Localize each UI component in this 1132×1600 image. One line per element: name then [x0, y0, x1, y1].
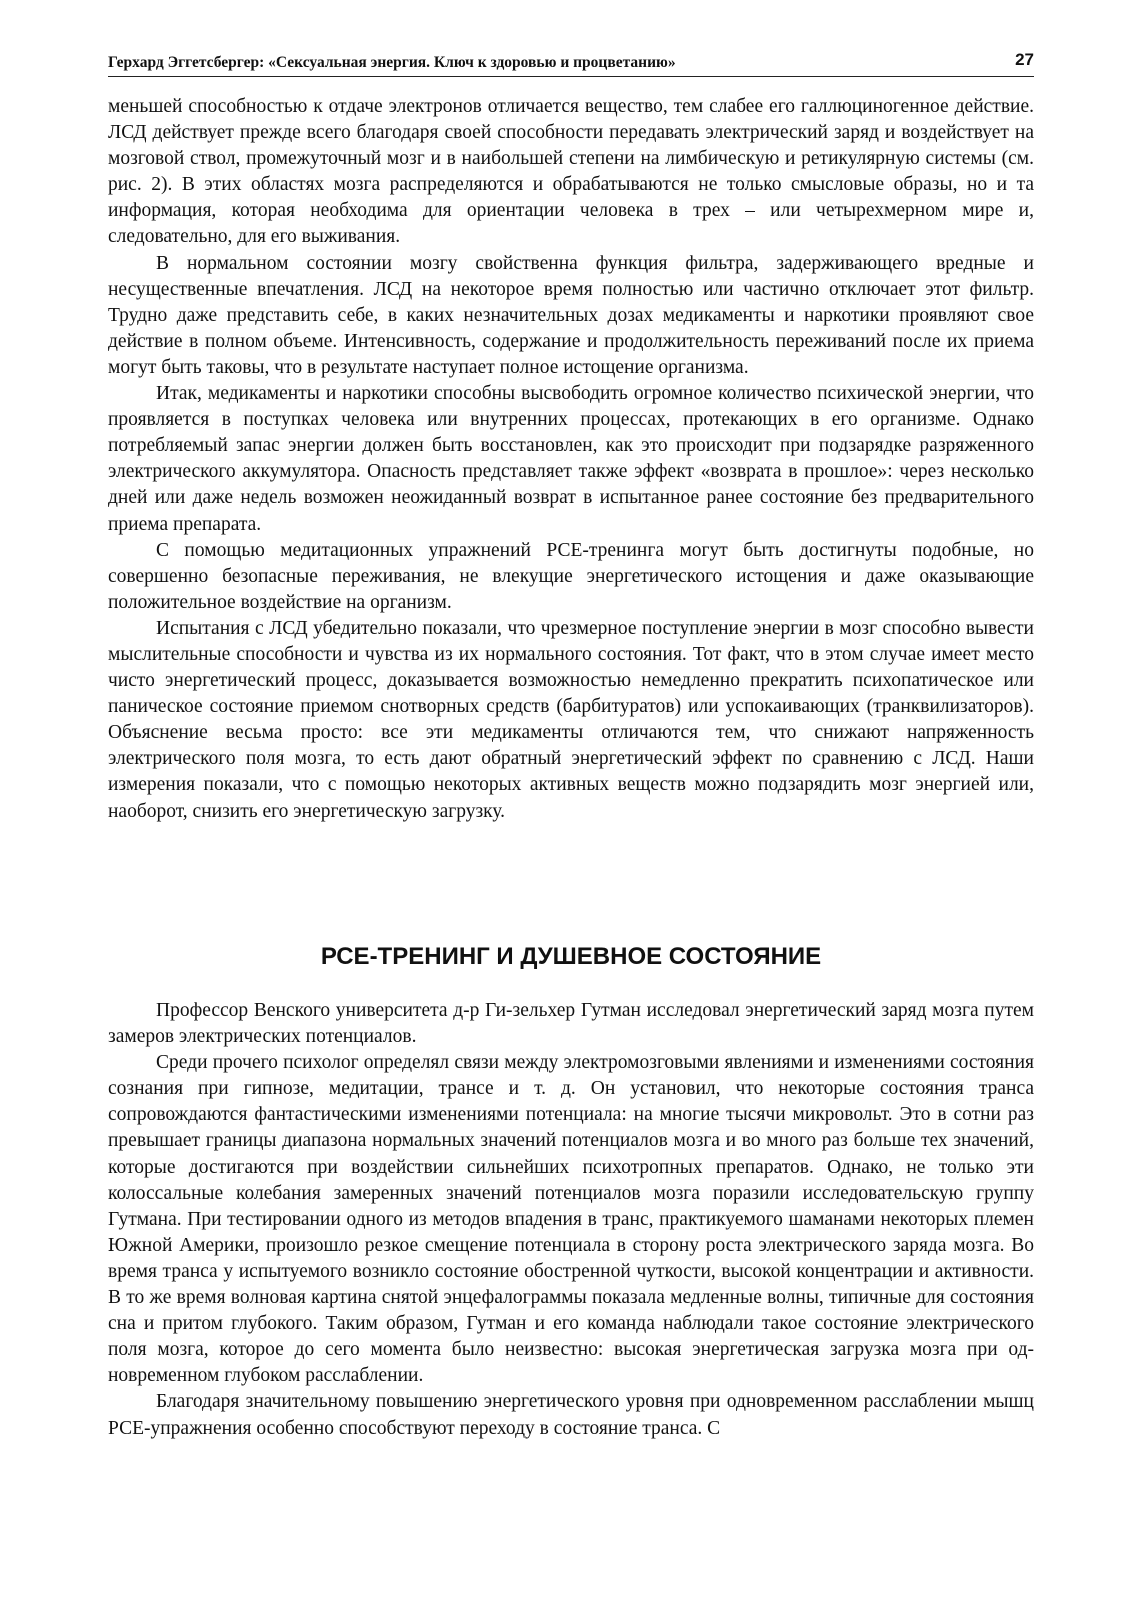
paragraph: Итак, медикаменты и наркотики способны высвободить огромное количество психической энергии, что проявляется в поступках человека или внутренних процессах, протекающих в его организме. Однако потребляемый запас энергии должен быть восстановлен, как это происходит при подзарядке разряженного электрического аккумулятора. Опасность представляет также эффект «возврата в прошлое»: через несколько дней или даже недель возможен неожиданный возврат в испытанное ранее состояние без предварительного приема препарата. — [108, 383, 1034, 535]
header-title: Герхард Эггетсбергер: «Сексуальная энергия. Ключ к здоровью и процветанию» — [108, 54, 676, 71]
paragraph: Среди прочего психолог определял связи между электромозговыми явлениями и изменениями состояния сознания при гипнозе, медитации, трансе и т. д. Он установил, что некоторые состояния транса сопровождаются фантастическими изменениями потенциала: на многие тысячи микровольт. Это в сотни раз превышает границы диапазона нормальных значений потенциалов мозга и во много раз больше тех значений, которые достигаются при воздействии сильнейших психотропных препаратов. Однако, не только эти колоссальные колебания замеренных значений потенциалов мозга поразили исследовательскую группу Гутмана. При тестировании одного из методов впадения в транс, практикуемого шаманами некоторых племен Южной Америки, произошло резкое смещение потенциала в сторону роста электрического заряда мозга. Во время транса у испытуемого возникло состояние обостренной чуткости, высокой концентрации и активности. В то же время волновая картина снятой энцефалограммы показала медленные волны, типичные для состояния сна и притом глубокого. Таким образом, Гутман и его команда наблюдали такое состояние электрического поля мозга, которое до сего момента было неизвестно: высокая энергетическая загрузка мозга при одновременном глубоком расслаблении. — [108, 1052, 1034, 1387]
section-heading: РСЕ-ТРЕНИНГ И ДУШЕВНОЕ СОСТОЯНИЕ — [320, 943, 822, 970]
page-number: 27 — [1015, 50, 1034, 69]
body-text — [108, 94, 1034, 825]
paragraph: Испытания с ЛСД убедительно показали, что чрезмерное поступление энергии в мозг способно вывести мыслительные способности и чувства из их нормального состояния. Тот факт, что в этом случае имеет место чисто энергетический процесс, доказывается возможностью немедленно прекратить психопатическое или паническое состояние приемом снотворных средств (барбитуратов) или успокаивающих (транквилизаторов). Объяснение весьма просто: все эти медикаменты отличаются тем, что снижают напряженность электрического поля мозга, то есть дают обратный энергетический эффект по сравнению с ЛСД. Наши измерения показали, что с помощью некоторых активных веществ можно подзарядить мозг энергией или, наоборот, снизить его энергетическую загрузку. — [108, 617, 1034, 822]
paragraph: Профессор Венского университета д-р Ги-зельхер Гутман исследовал энергетический заряд мозга путем замеров электрических потенциалов. — [108, 1000, 1034, 1048]
paragraph: В нормальном состоянии мозгу свойственна функция фильтра, задерживающего вредные и несущественные впечатления. ЛСД на некоторое время полностью или частично отключает этот фильтр. Трудно даже представить себе, в каких незначительных дозах медикаменты и наркотики проявляют свое действие в полном объеме. Интенсивность, содержание и продолжительность переживаний после их приема могут быть таковы, что в результате наступает полное истощение организма. — [108, 252, 1034, 378]
section-text — [108, 998, 1034, 1442]
paragraph: меньшей способностью к отдаче электронов отличается вещество, тем слабее его галлюциногенное действие. ЛСД действует прежде всего благодаря своей способности передавать электрический заряд и воздействует на мозговой ствол, промежуточный мозг и в наибольшей степени на лимбическую и ретикулярную системы (см. рис. 2). В этих областях мозга распределяются и обрабатываются не только смысловые образы, но и та информация, которая необходима для ориентации человека в трех – или четырехмерном мире и, следовательно, для его выживания. — [108, 96, 1034, 248]
running-header — [108, 50, 1034, 77]
paragraph: С помощью медитационных упражнений РСЕ-тренинга могут быть достигнуты подобные, но совершенно безопасные переживания, не влекущие энергетического истощения и даже оказывающие положительное воздействие на организм. — [108, 539, 1034, 613]
paragraph: Благодаря значительному повышению энергетического уровня при одновременном расслаблении мышц РСЕ-упражнения особенно способствуют переходу в состояние транса. С — [108, 1391, 1034, 1439]
